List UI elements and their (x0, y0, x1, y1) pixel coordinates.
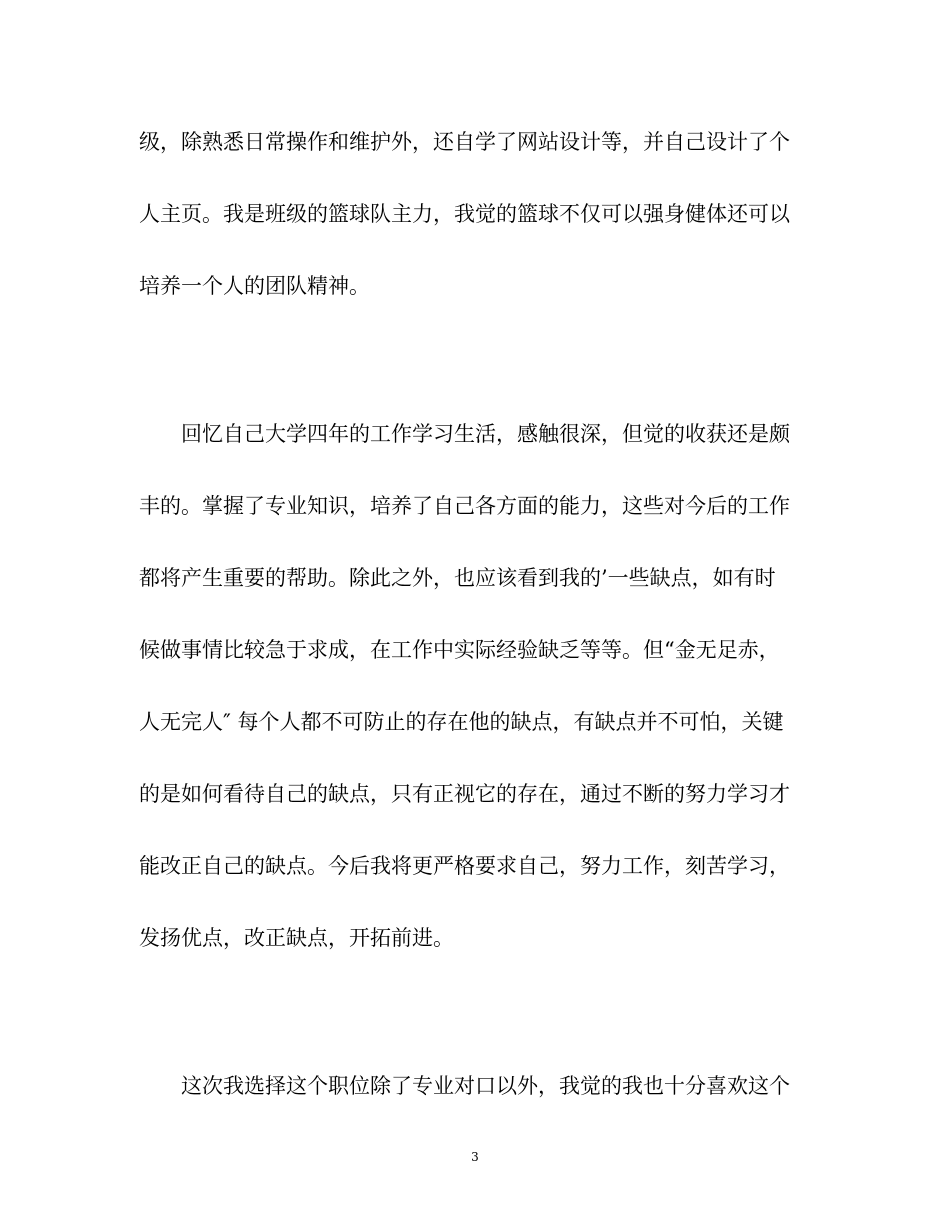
paragraph-2-line-7: 能改正自己的缺点。今后我将更严格要求自己，努力工作，刻苦学习， (139, 854, 790, 878)
paragraph-2-line-2: 丰的。掌握了专业知识，培养了自己各方面的能力，这些对今后的工作 (139, 494, 790, 518)
paragraph-2-line-8: 发扬优点，改正缺点，开拓前进。 (139, 926, 454, 950)
page-number: 3 (471, 1150, 479, 1164)
paragraph-3-line-1: 这次我选择这个职位除了专业对口以外，我觉的我也十分喜欢这个 (181, 1074, 790, 1098)
paragraph-2-line-1: 回忆自己大学四年的工作学习生活，感触很深，但觉的收获还是颇 (181, 422, 790, 446)
paragraph-1-line-2: 人主页。我是班级的篮球队主力，我觉的篮球不仅可以强身健体还可以 (139, 202, 790, 226)
paragraph-2-line-5: 人无完人″ 每个人都不可防止的存在他的缺点，有缺点并不可怕，关键 (139, 710, 784, 734)
paragraph-2-line-6: 的是如何看待自己的缺点，只有正视它的存在，通过不断的努力学习才 (139, 782, 790, 806)
paragraph-2-line-4: 候做事情比较急于求成，在工作中实际经验缺乏等等。但“金无足赤， (139, 638, 780, 662)
paragraph-1-line-3: 培养一个人的团队精神。 (139, 274, 370, 298)
paragraph-2-line-3: 都将产生重要的帮助。除此之外，也应该看到我的’一些缺点，如有时 (139, 566, 776, 590)
paragraph-1-line-1: 级，除熟悉日常操作和维护外，还自学了网站设计等，并自己设计了个 (139, 130, 790, 154)
